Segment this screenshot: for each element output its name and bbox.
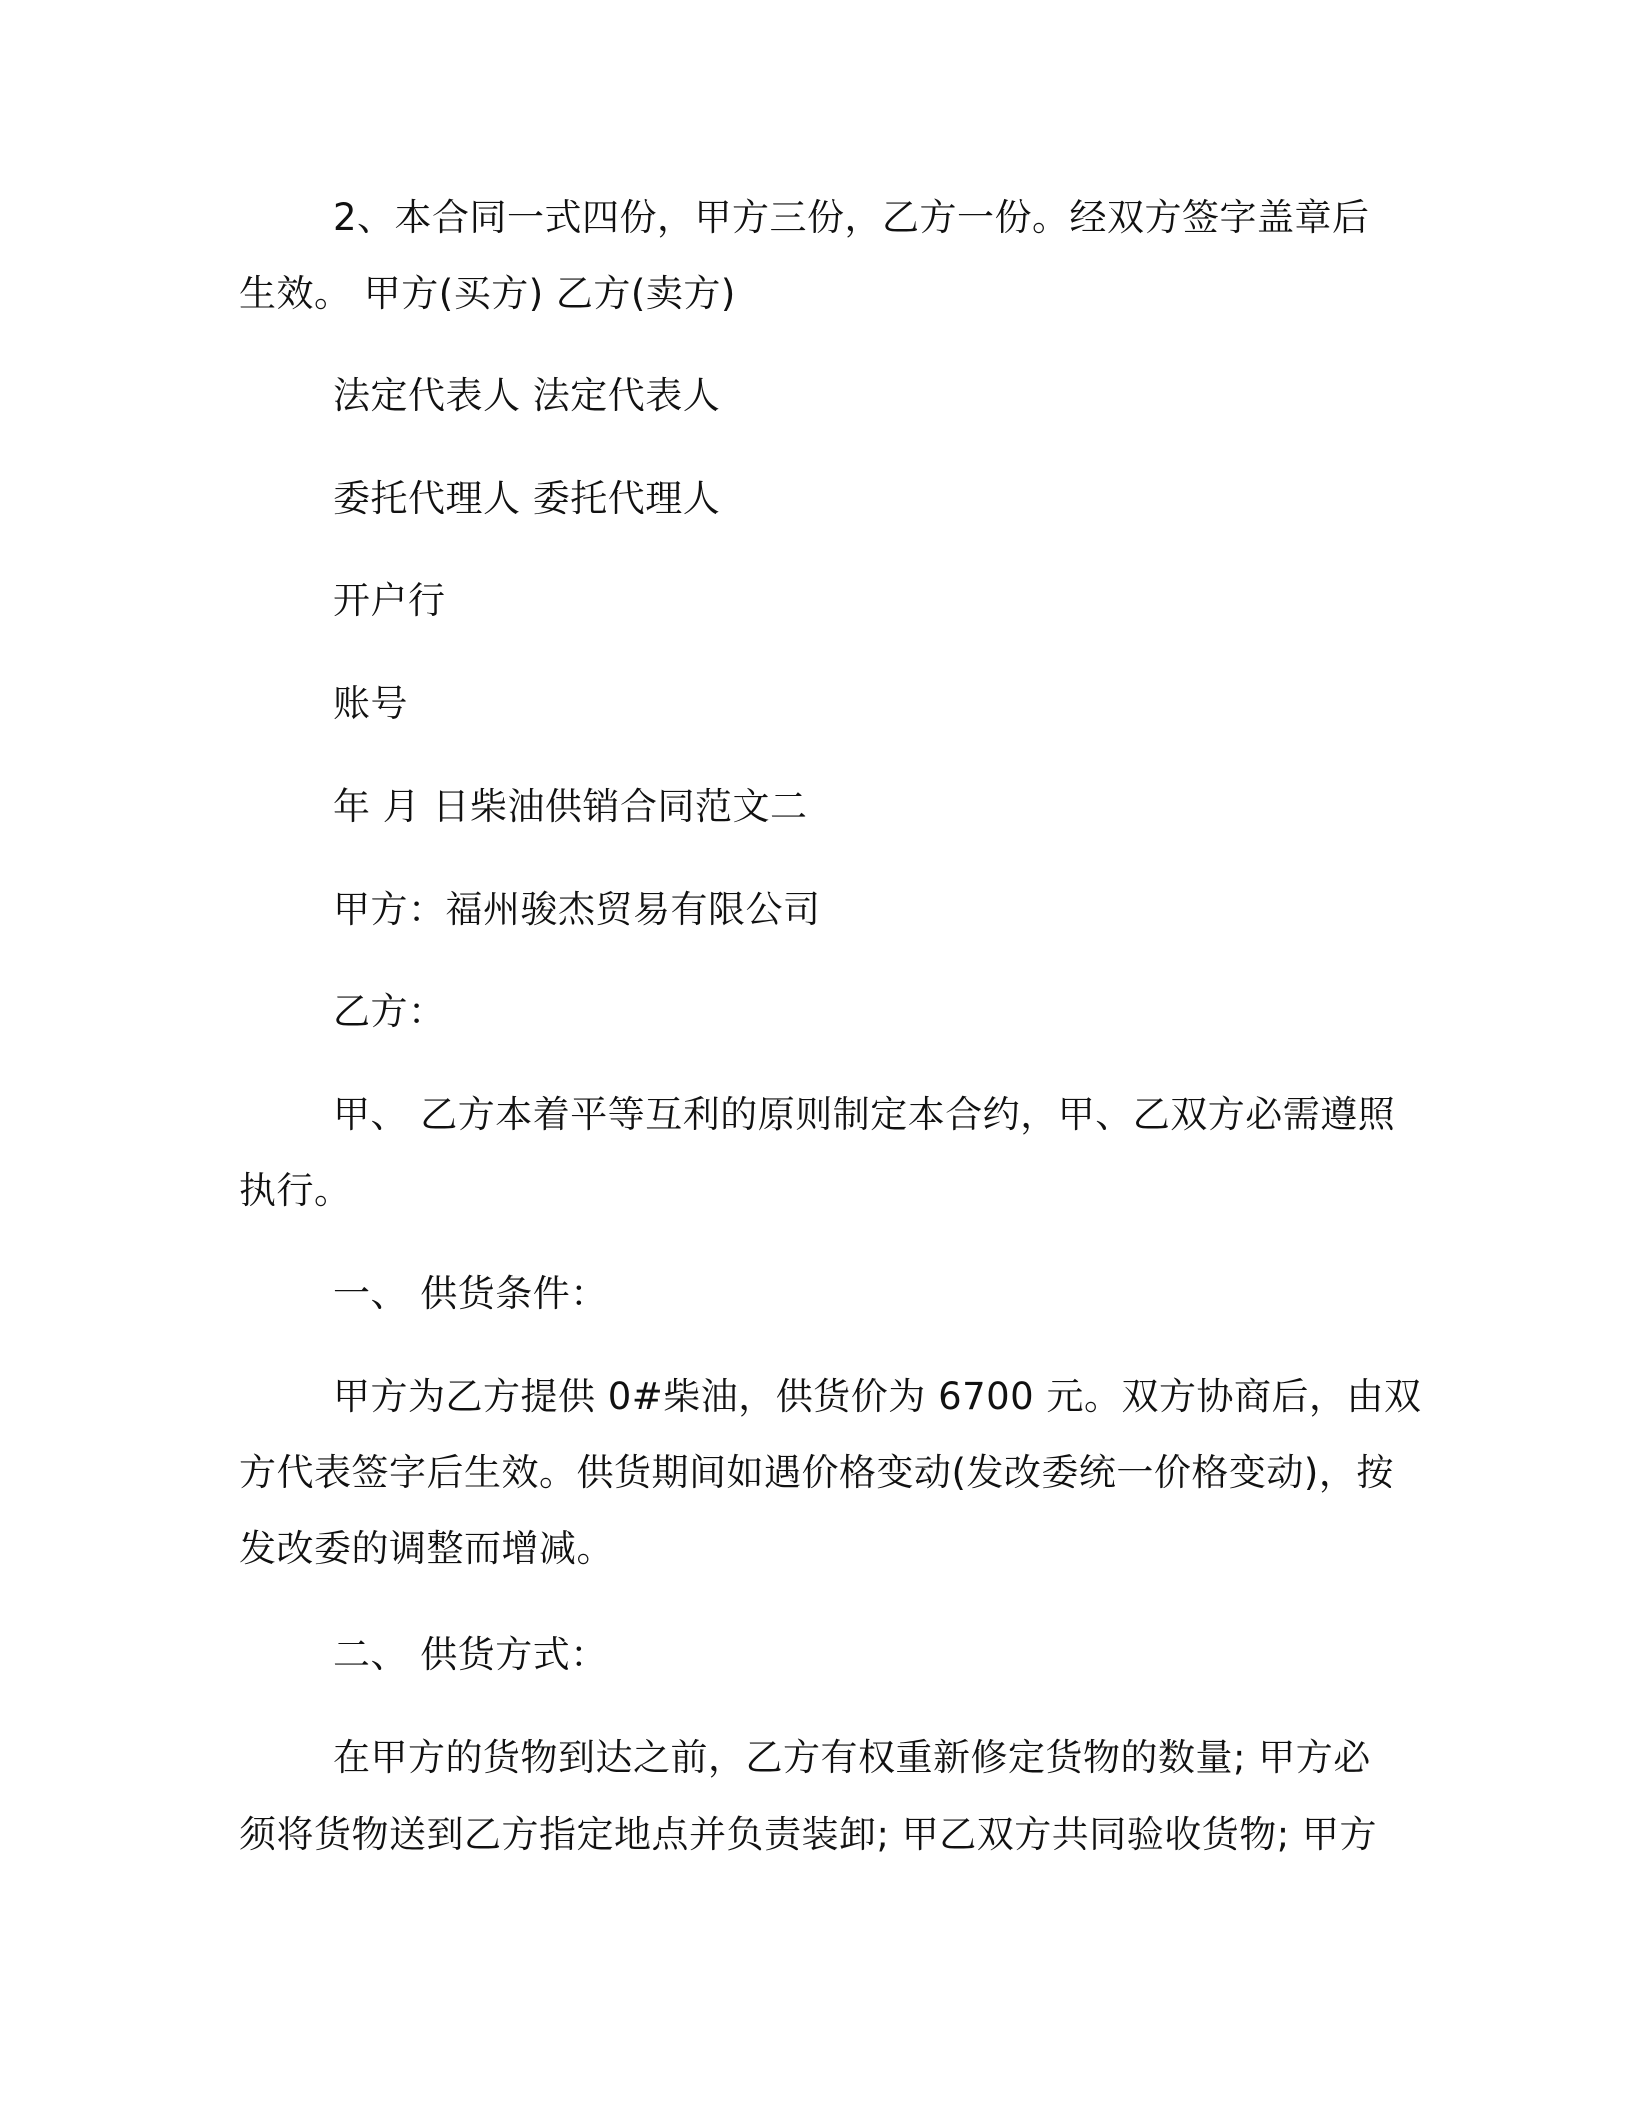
section-1-body-line-1: 甲方为乙方提供 0#柴油，供货价为 6700 元。双方协商后，由双 — [333, 1375, 1422, 1418]
section-2-heading: 二、 供货方式： — [333, 1633, 608, 1676]
preamble-line-1: 甲、 乙方本着平等互利的原则制定本合约，甲、乙双方必需遵照 — [333, 1093, 1396, 1136]
section-1-body-line-2: 方代表签字后生效。供货期间如遇价格变动(发改委统一价格变动)，按 — [239, 1451, 1394, 1494]
party-a-line: 甲方：福州骏杰贸易有限公司 — [333, 888, 821, 931]
preamble-line-2: 执行。 — [239, 1169, 352, 1212]
section-1-heading: 一、 供货条件： — [333, 1272, 608, 1315]
legal-representative-line: 法定代表人 法定代表人 — [333, 374, 721, 417]
bank-line: 开户行 — [333, 579, 446, 622]
clause-2-line-2: 生效。 甲方(买方) 乙方(卖方) — [239, 272, 736, 315]
account-line: 账号 — [333, 682, 408, 725]
section-1-body-line-3: 发改委的调整而增减。 — [239, 1527, 614, 1570]
authorized-agent-line: 委托代理人 委托代理人 — [333, 477, 721, 520]
section-2-body-line-1: 在甲方的货物到达之前，乙方有权重新修定货物的数量; 甲方必 — [333, 1736, 1371, 1779]
date-and-title-line: 年 月 日柴油供销合同范文二 — [333, 785, 808, 828]
section-2-body-line-2: 须将货物送到乙方指定地点并负责装卸; 甲乙双方共同验收货物; 甲方 — [239, 1813, 1377, 1856]
clause-2-line-1: 2、本合同一式四份，甲方三份，乙方一份。经双方签字盖章后 — [333, 196, 1370, 239]
party-b-line: 乙方： — [333, 990, 446, 1033]
